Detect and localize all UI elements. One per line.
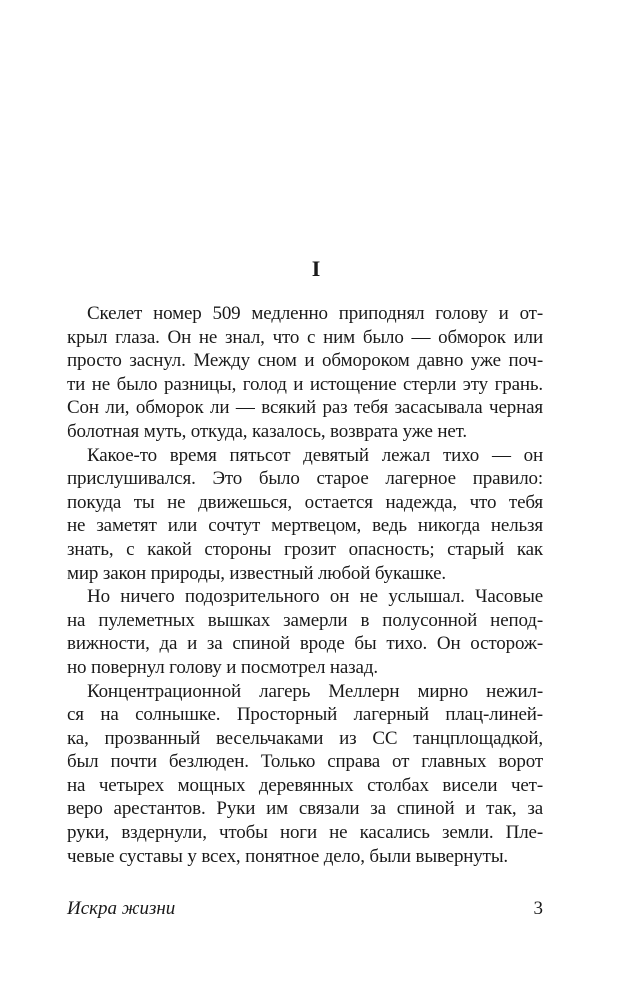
text-line: Скелет номер 509 медленно приподнял голову и от- xyxy=(87,303,543,324)
text-line: просто заснул. Между сном и обмороком давно уже поч- xyxy=(67,350,543,372)
text-line: Концентрационной лагерь Меллерн мирно нежил- xyxy=(87,680,543,702)
text-line: руки, вздернули, чтобы ноги не касались земли. Пле- xyxy=(67,822,543,844)
text-line: был почти безлюден. Только справа от главных ворот xyxy=(67,751,543,773)
text-line: покуда ты не движешься, остается надежда, что тебя xyxy=(67,491,543,513)
text-line: вижности, да и за спиной вроде бы тихо. Он осторож- xyxy=(67,633,543,655)
text-line: мир закон природы, известный любой букашке. xyxy=(67,562,447,584)
chapter-heading: I xyxy=(311,256,321,281)
paragraph xyxy=(67,680,543,869)
running-title: Искра жизни xyxy=(67,898,176,919)
text-line: болотная муть, откуда, казалось, возврата уже нет. xyxy=(67,420,467,442)
text-line: на пулеметных вышках замерли в полусонной непод- xyxy=(67,609,543,631)
paragraph xyxy=(67,302,543,444)
text-line: но повернул голову и посмотрел назад. xyxy=(67,656,378,678)
text-line: крыл глаза. Он не знал, что с ним было — обморок или xyxy=(67,326,543,348)
text-line: ка, прозванный весельчаками из СС танцплощадкой, xyxy=(67,727,543,749)
text-line: знать, с какой стороны грозит опасность; старый как xyxy=(67,538,543,560)
text-line: на четырех мощных деревянных столбах висели чет- xyxy=(67,774,543,796)
text-line: ти не было разницы, голод и истощение стерли эту грань. xyxy=(67,373,543,395)
text-line: Какое-то время пятьсот девятый лежал тихо — он xyxy=(87,444,543,466)
paragraph xyxy=(67,585,543,679)
text-line: чевые суставы у всех, понятное дело, были вывернуты. xyxy=(67,845,509,867)
text-line: Сон ли, обморок ли — всякий раз тебя засасывала черная xyxy=(67,397,543,419)
paragraph xyxy=(67,444,543,586)
text-line: не заметят или сочтут мертвецом, ведь никогда нельзя xyxy=(67,515,543,537)
text-line: Но ничего подозрительного он не услышал. Часовые xyxy=(87,586,543,608)
page-number: 3 xyxy=(533,898,543,919)
body-text xyxy=(67,302,543,868)
text-line: прислушивался. Это было старое лагерное правило: xyxy=(67,468,543,490)
text-line: ся на солнышке. Просторный лагерный плац-линей- xyxy=(67,704,543,726)
page-footer xyxy=(67,898,543,920)
text-line: веро арестантов. Руки им связали за спиной и так, за xyxy=(67,798,543,820)
